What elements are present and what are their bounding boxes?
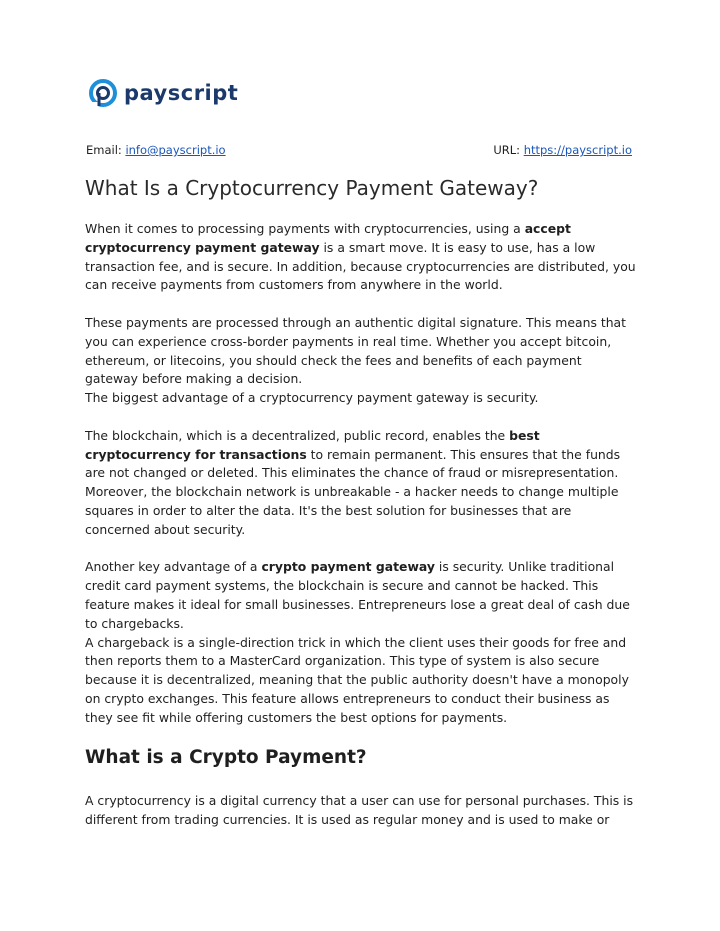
url-link[interactable]: https://payscript.io <box>523 143 632 157</box>
paragraph-4-link-text: best cryptocurrency for transactions <box>85 427 540 462</box>
paragraph-4 <box>85 427 637 540</box>
paragraph-1-text-a: When it comes to processing payments with cryptocurrencies, using a <box>85 221 525 236</box>
paragraph-5-text-a: Another key advantage of a <box>85 559 262 575</box>
contact-line <box>86 143 632 157</box>
paragraph-4-text-c: to remain permanent. This ensures that the funds are not changed or deleted. This eliminates the chance of fraud or misrepresentation. Moreover, the blockchain network is unbreakable - a hacker needs to change multiple squares in order to alter the data. It's the best solution for businesses that are concerned about security. <box>85 446 621 537</box>
section-heading: What is a Crypto Payment? <box>85 747 367 768</box>
paragraph-1-link-text: accept cryptocurrency payment gateway <box>85 221 571 255</box>
paragraph-5-link-text: crypto payment gateway <box>261 559 435 575</box>
email-link[interactable]: info@payscript.io <box>125 143 226 157</box>
email-label: Email: <box>86 143 126 157</box>
paragraph-3: The biggest advantage of a cryptocurrency payment gateway is security. <box>85 390 539 406</box>
section-2-body <box>85 792 637 830</box>
logo-text: payscript <box>124 81 239 105</box>
paragraph-2: These payments are processed through an authentic digital signature. This means that you can experience cross-border payments in real time. Whether you accept bitcoin, ethereum, or litecoins, you should check the fees and benefits of each payment gateway before making a decision. <box>85 314 627 387</box>
page-title: What Is a Cryptocurrency Payment Gateway? <box>85 176 539 200</box>
section-2-paragraph-1: A cryptocurrency is a digital currency that a user can use for personal purchases. This is different from trading currencies. It is used as regular money and is used to make or <box>85 793 634 827</box>
payscript-logo <box>88 78 238 108</box>
paragraph-4-text-a: The blockchain, which is a decentralized, public record, enables the <box>85 427 510 443</box>
paragraph-6: A chargeback is a single-direction trick in which the client uses their goods for free and then reports them to a MasterCard organization. This type of system is also secure because it is decentralized, meaning that the public authority doesn't have a monopoly on crypto exchanges. This feature allows entrepreneurs to conduct their business as they see fit while offering customers the best options for payments. <box>85 634 629 725</box>
paragraph-5 <box>85 558 637 633</box>
payscript-logo-icon <box>88 78 118 108</box>
email-line <box>86 143 226 157</box>
paragraph-5-text-c: is security. Unlike traditional credit card payment systems, the blockchain is secure and cannot be hacked. This feature makes it ideal for small businesses. Entrepreneurs lose a great deal of cash due to chargebacks. <box>85 559 630 631</box>
article-body <box>85 220 637 728</box>
paragraph-1-text-c: is a smart move. It is easy to use, has a low transaction fee, and is secure. In addition, because cryptocurrencies are distributed, you can receive payments from customers from anywhere in the world. <box>85 239 636 293</box>
url-label: URL: <box>493 143 524 157</box>
paragraph-1 <box>85 220 637 295</box>
url-line <box>493 143 632 157</box>
